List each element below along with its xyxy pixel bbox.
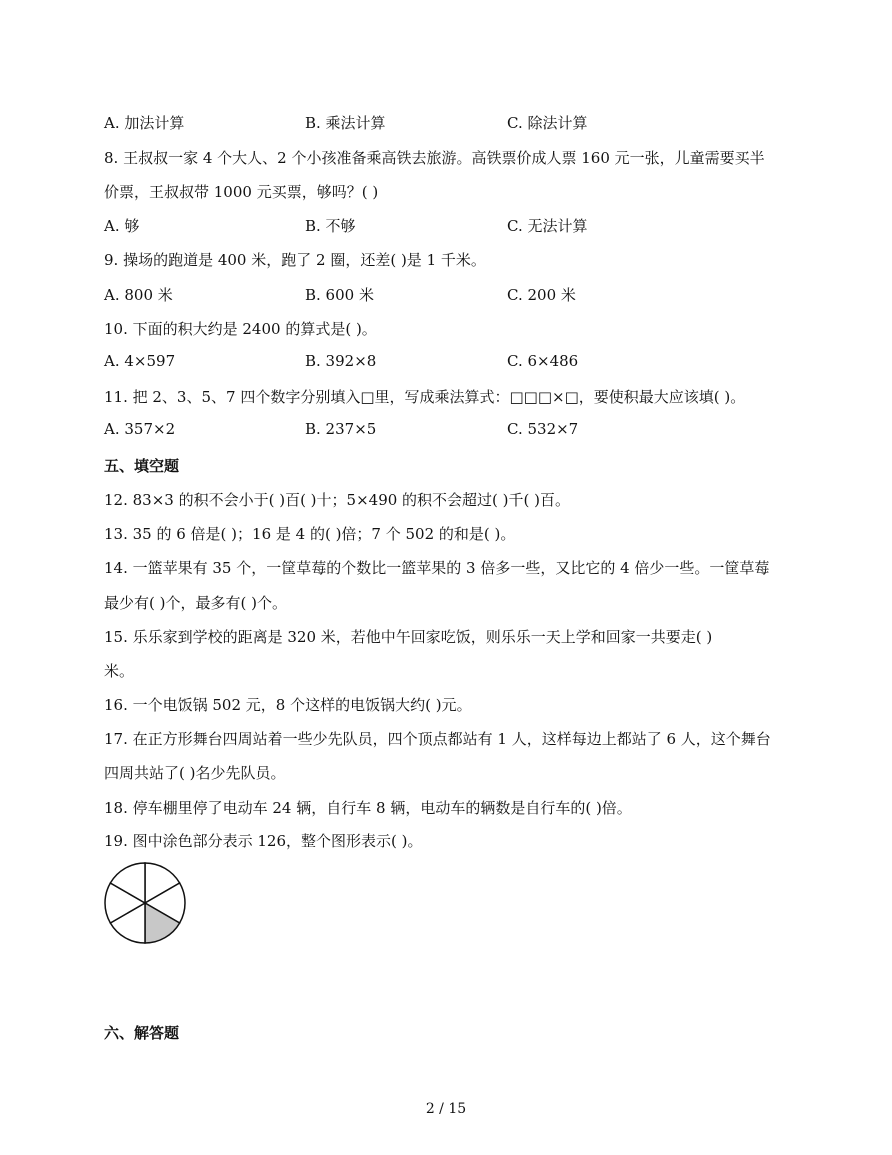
- option-c: C. 无法计算: [507, 217, 588, 235]
- section-heading-fill-in: 五、填空题: [104, 457, 180, 475]
- option-b: B. 乘法计算: [305, 114, 386, 132]
- question-8-line-1: 8. 王叔叔一家 4 个大人、2 个小孩准备乘高铁去旅游。高铁票价成人票 160 元一张，儿童需要买半: [104, 149, 765, 167]
- option-a: A. 4×597: [104, 352, 176, 370]
- option-a: A. 800 米: [104, 286, 173, 304]
- option-c: C. 除法计算: [507, 114, 588, 132]
- question-16: 16. 一个电饭锅 502 元，8 个这样的电饭锅大约( )元。: [104, 696, 472, 714]
- question-15-line-2: 米。: [104, 662, 135, 680]
- option-b: B. 392×8: [305, 352, 377, 370]
- option-c: C. 200 米: [507, 286, 576, 304]
- question-12: 12. 83×3 的积不会小于( )百( )十；5×490 的积不会超过( )千( )百。: [104, 491, 570, 509]
- question-19: 19. 图中涂色部分表示 126，整个图形表示( )。: [104, 832, 423, 850]
- option-b: B. 237×5: [305, 420, 377, 438]
- question-15-line-1: 15. 乐乐家到学校的距离是 320 米，若他中午回家吃饭，则乐乐一天上学和回家一共要走( ): [104, 628, 713, 646]
- question-9: 9. 操场的跑道是 400 米，跑了 2 圈，还差( )是 1 千米。: [104, 251, 486, 269]
- option-b: B. 600 米: [305, 286, 374, 304]
- question-13: 13. 35 的 6 倍是( )；16 是 4 的( )倍；7 个 502 的和是( )。: [104, 525, 516, 543]
- option-a: A. 加法计算: [104, 114, 185, 132]
- question-11: 11. 把 2、3、5、7 四个数字分别填入□里，写成乘法算式：□□□×□，要使积最大应该填( )。: [104, 388, 746, 406]
- question-17-line-2: 四周共站了( )名少先队员。: [104, 764, 286, 782]
- question-17-line-1: 17. 在正方形舞台四周站着一些少先队员，四个顶点都站有 1 人，这样每边上都站了 6 人，这个舞台: [104, 730, 771, 748]
- option-c: C. 6×486: [507, 352, 579, 370]
- page-number: 2 / 15: [425, 1101, 467, 1117]
- question-8-line-2: 价票，王叔叔带 1000 元买票，够吗？( ): [104, 183, 379, 201]
- option-a: A. 357×2: [104, 420, 176, 438]
- question-14-line-1: 14. 一篮苹果有 35 个，一筐草莓的个数比一篮苹果的 3 倍多一些，又比它的 4 倍少一些。一筐草莓: [104, 559, 770, 577]
- question-18: 18. 停车棚里停了电动车 24 辆，自行车 8 辆，电动车的辆数是自行车的( )倍。: [104, 799, 632, 817]
- option-a: A. 够: [104, 217, 140, 235]
- question-10: 10. 下面的积大约是 2400 的算式是( )。: [104, 320, 377, 338]
- option-c: C. 532×7: [507, 420, 579, 438]
- section-heading-solve: 六、解答题: [104, 1024, 180, 1042]
- question-14-line-2: 最少有( )个，最多有( )个。: [104, 594, 287, 612]
- divided-circle-figure: [102, 862, 190, 944]
- option-b: B. 不够: [305, 217, 356, 235]
